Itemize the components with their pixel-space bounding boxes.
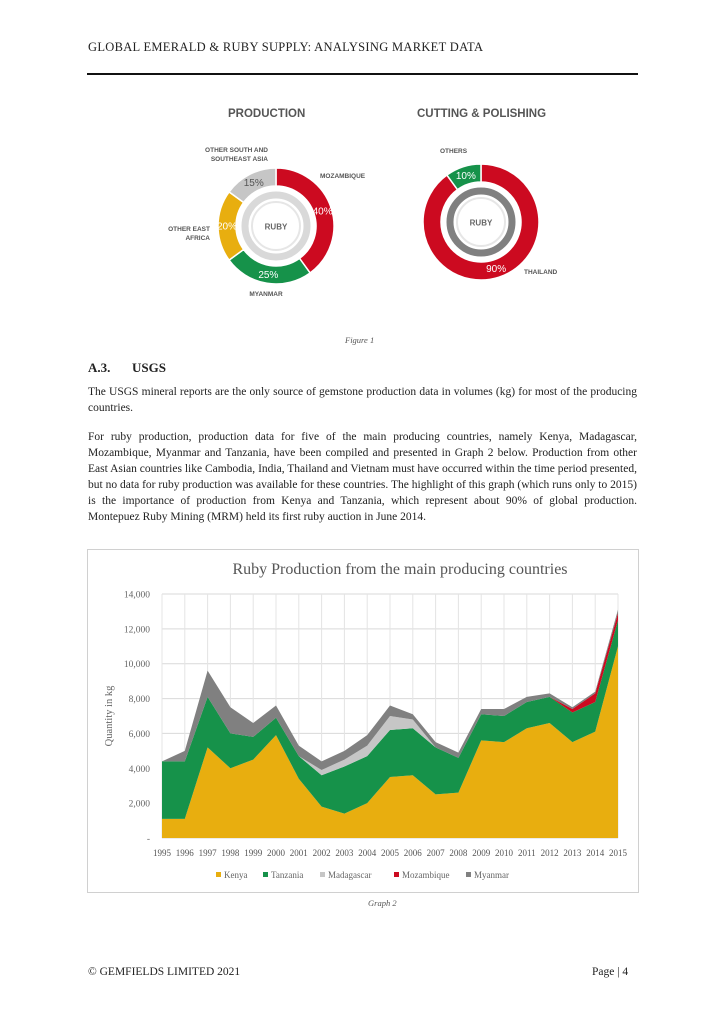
legend-label-kenya: Kenya: [224, 870, 248, 880]
legend-swatch-kenya: [216, 872, 221, 877]
production-label-other-south-and-southeast-asia-line-1: SOUTHEAST ASIA: [210, 156, 268, 163]
x-tick-label-1998: 1998: [221, 848, 240, 858]
x-tick-label-2010: 2010: [495, 848, 513, 858]
graph2-caption: Graph 2: [368, 898, 397, 908]
production-label-myanmar: MYANMAR: [249, 291, 283, 298]
production-label-other-east-africa-line-0: OTHER EAST: [168, 226, 210, 233]
x-tick-label-2006: 2006: [403, 848, 422, 858]
section-title: USGS: [132, 360, 166, 375]
production-donut: [168, 147, 366, 298]
legend-label-tanzania: Tanzania: [271, 870, 304, 880]
header-rule: [87, 73, 638, 75]
y-axis-title: Quantity in kg: [104, 685, 115, 747]
x-tick-label-2012: 2012: [540, 848, 559, 858]
x-tick-label-1999: 1999: [244, 848, 263, 858]
y-tick-label-12000: 12,000: [123, 625, 150, 636]
paragraph-2: For ruby production, production data for five of the main producing countries, namely Kenya, Madagascar, Mozambique, Myanmar and Tanzania, have been compiled and presented in Graph 2 below. Production from other East Asian countries like Cambodia, India, Thailand and Vietnam must have occurred within the time period presented, but no data for ruby production was available for these countries. The highlight of this graph (which runs only to 2015) is the importance of production from Kenya and Tanzania, which represent about 90% of global production. Montepuez Ruby Mining (MRM) held its first ruby auction in June 2014.: [88, 431, 637, 523]
section-heading: [88, 360, 166, 376]
x-tick-label-2011: 2011: [517, 848, 536, 858]
y-tick-label-0: -: [146, 834, 150, 845]
cutting-pct-others: 10%: [455, 170, 476, 182]
x-tick-label-2014: 2014: [586, 848, 605, 858]
cutting-title: CUTTING & POLISHING: [417, 108, 547, 120]
production-pct-mozambique: 40%: [312, 206, 333, 218]
cutting-label-others: OTHERS: [440, 148, 468, 155]
y-tick-label-4000: 4,000: [128, 764, 150, 775]
x-tick-label-1997: 1997: [198, 848, 217, 858]
production-title: PRODUCTION: [228, 108, 306, 120]
x-tick-label-2004: 2004: [358, 848, 377, 858]
legend-swatch-myanmar: [466, 872, 471, 877]
x-tick-label-2005: 2005: [381, 848, 399, 858]
production-label-mozambique: MOZAMBIQUE: [320, 173, 366, 180]
x-tick-label-2008: 2008: [449, 848, 468, 858]
page-header: GLOBAL EMERALD & RUBY SUPPLY: ANALYSING MARKET DATA: [88, 40, 484, 54]
footer-copyright: © GEMFIELDS LIMITED 2021: [88, 966, 241, 978]
x-tick-label-1996: 1996: [175, 848, 194, 858]
legend-label-mozambique: Mozambique: [402, 870, 450, 880]
x-tick-label-2007: 2007: [426, 848, 445, 858]
x-tick-label-2002: 2002: [312, 848, 331, 858]
production-pct-myanmar: 25%: [258, 269, 279, 281]
cutting-label-thailand: THAILAND: [524, 269, 558, 276]
x-tick-label-2001: 2001: [289, 848, 308, 858]
cutting-center-label: RUBY: [469, 218, 493, 228]
y-tick-label-2000: 2,000: [128, 799, 150, 810]
x-tick-label-2009: 2009: [472, 848, 491, 858]
y-tick-label-10000: 10,000: [123, 660, 150, 671]
figure1-donuts: [150, 140, 580, 310]
legend-label-myanmar: Myanmar: [474, 870, 509, 880]
y-tick-label-6000: 6,000: [128, 729, 150, 740]
legend-label-madagascar: Madagascar: [328, 870, 372, 880]
production-label-other-south-and-southeast-asia-line-0: OTHER SOUTH AND: [205, 147, 268, 154]
legend-swatch-tanzania: [263, 872, 268, 877]
ruby-production-chart: [88, 550, 638, 892]
y-tick-label-14000: 14,000: [123, 590, 150, 601]
chart-title: Ruby Production from the main producing countries: [232, 561, 568, 578]
production-pct-other-south-and-southeast-asia: 15%: [243, 177, 264, 189]
x-tick-label-2015: 2015: [609, 848, 627, 858]
footer-page-number: Page | 4: [592, 966, 629, 978]
cutting-donut: [423, 148, 558, 280]
production-label-other-east-africa-line-1: AFRICA: [185, 235, 210, 242]
legend-swatch-madagascar: [320, 872, 325, 877]
x-tick-label-2003: 2003: [335, 848, 354, 858]
production-pct-other-east-africa: 20%: [216, 221, 238, 233]
legend-swatch-mozambique: [394, 872, 399, 877]
y-tick-label-8000: 8,000: [128, 695, 150, 706]
graph2-frame: [87, 549, 639, 893]
production-center-label: RUBY: [264, 222, 288, 232]
section-number: A.3.: [88, 360, 111, 375]
paragraph-1: The USGS mineral reports are the only source of gemstone production data in volumes (kg) for most of the producing countries.: [88, 386, 637, 414]
figure1-caption: Figure 1: [345, 335, 375, 345]
x-tick-label-2000: 2000: [267, 848, 285, 858]
cutting-pct-thailand: 90%: [486, 264, 507, 276]
x-tick-label-1995: 1995: [153, 848, 171, 858]
x-tick-label-2013: 2013: [563, 848, 582, 858]
